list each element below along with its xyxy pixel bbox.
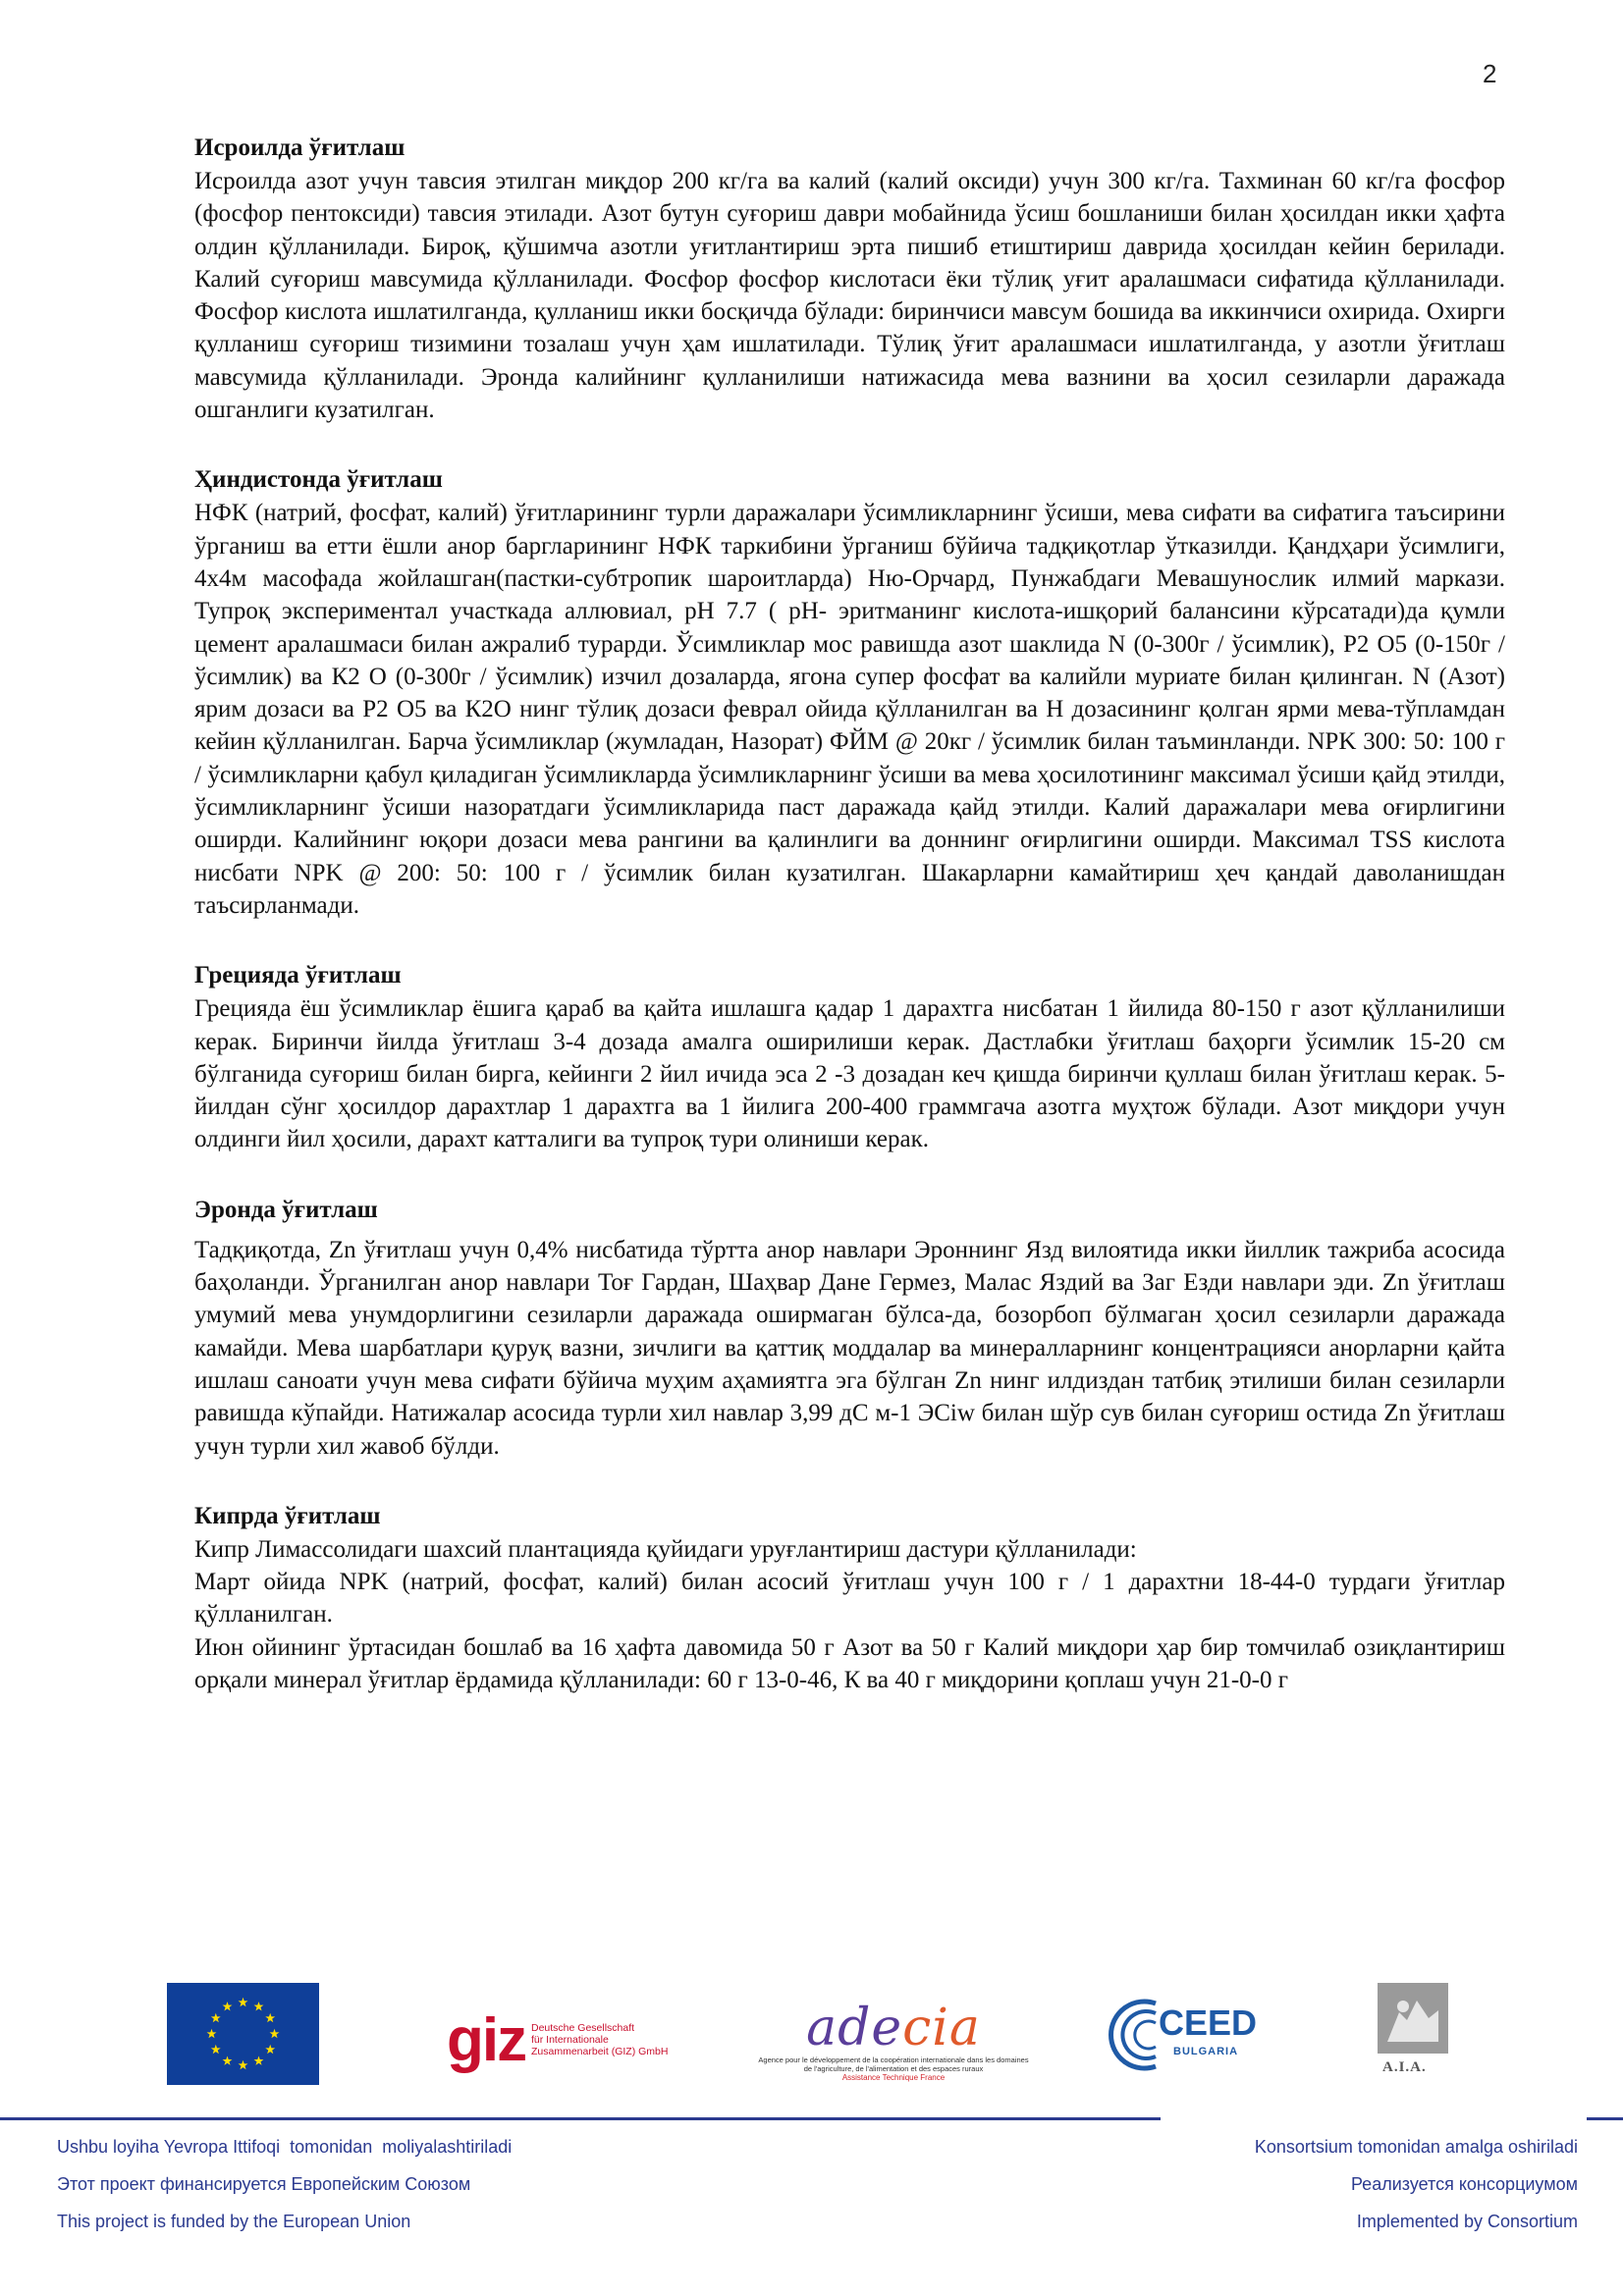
section-heading: Эронда ўғитлаш	[194, 1196, 378, 1223]
section-paragraph: Исроилда азот учун тавсия этилган миқдор 200 кг/га ва калий (калий оксиди) учун 300 кг/га. Тахминан 60 кг/га фосфор (фосфор пентоксиди) тавсия этилади. Азот бутун суғориш даври мобайнида ўсиш бошланиши билан ҳосилдан икки ҳафта олдин қўлланилади. Бироқ, қўшимча азотли уғитлантириш эрта пишиб етиштириш даврида ҳосилдан кейин берилади. Калий суғориш мавсумида қўлланилади. Фосфор фосфор кислотаси ёки тўлиқ уғит аралашмаси сифатида қўлланилади. Фосфор кислота ишлатилганда, қулланиш икки босқичда бўлади: биринчиси мавсум бошида ва иккинчиси охирида. Охирги қулланиш суғориш тизимини тозалаш учун ҳам ишлатилади. Тўлиқ ўғит аралашмаси ишлатилганда, у азотли ўғитлаш мавсумида қўлланилади. Эронда калийнинг қулланилиши натижасида мева вазнини ва ҳосил сезиларли даражада ошганлиги кузатилган.	[194, 168, 1505, 424]
eu-flag-logo	[167, 1983, 319, 2085]
adecia-logo	[756, 2001, 1031, 2087]
aia-wordmark: A.I.A.	[1382, 2059, 1427, 2075]
section-paragraph: НФК (натрий, фосфат, калий) ўғитларининг турли даражалари ўсимликларнинг ўсиши, мева сифати ва сифатига таъсирини ўрганиш ва етти ёшли анор баргларининг НФК таркибини ўрганиш бўйича тадқиқотлар ўтказилди. Қандҳари ўсимлиги, 4х4м масофада жойлашган(пастки-субтропик шароитларда) Ню-Орчард, Пунжабдаги Мевашунослик илмий маркази. Тупроқ экспериментал участкада аллювиал, pH 7.7 ( pH- эритманинг кислота-ишқорий балансини кўрсатади)да қумли цемент аралашмаси билан ажралиб турарди. Ўсимликлар мос равишда азот шаклида N (0-300г / ўсимлик), P2 O5 (0-150г / ўсимлик) ва К2 O (0-300г / ўсимлик) изчил дозаларда, ягона супер фосфат ва калийли муриате билан қилинган. N (Азот) ярим дозаси ва P2 O5 ва К2О нинг тўлиқ дозаси феврал ойида қўлланилган ва Н дозасининг қолган ярми мева-тўпламдан кейин қўлланилган. Барча ўсимликлар (жумладан, Назорат) ФЙМ @ 20кг / ўсимлик билан таъминланди. NPK 300: 50: 100 г / ўсимликларни қабул қиладиган ўсимликларда ўсимликларнинг ўсиши ва мева ҳосилотининг максимал ўсиши қайд этилди, ўсимликларнинг ўсиши назоратдаги ўсимликларида паст даражада қайд этилди. Калий даражалари мева оғирлигини оширди. Калийнинг юқори дозаси мева рангини ва қалинлиги ва доннинг оғирлигини оширди. Максимал TSS кислота нисбати NPK @ 200: 50: 100 г / ўсимлик билан кузатилган. Шакарларни камайтириш ҳеч қандай даволанишдан таъсирланмади.	[194, 500, 1505, 919]
footer-line-ru: Этот проект финансируется Европейским Союзом	[57, 2174, 471, 2194]
section-paragraph: Грецияда ёш ўсимликлар ёшига қараб ва қайта ишлашга қадар 1 дарахтга нисбатан 1 йилида 80-150 г азот қўлланилиши керак. Биринчи йилда ўғитлаш 3-4 дозада амалга оширилиши керак. Дастлабки ўғитлаш баҳорги ўсимлик 15-20 см бўлганида суғориш билан бирга, кейинги 2 йил ичида эса 2 -3 дозадан кеч қишда биринчи қуллаш билан ўғитлаш керак. 5-йилдан сўнг ҳосилдор дарахтлар 1 дарахтга ва 1 йилига 200-400 граммгача азотга муҳтож бўлади. Азот миқдори учун олдинги йил ҳосили, дарахт катталиги ва тупроқ тури олиниши керак.	[194, 995, 1505, 1153]
eu-star-icon	[223, 2002, 233, 2010]
eu-star-icon	[239, 1998, 248, 2006]
footer-line-en: This project is funded by the European Union	[57, 2212, 411, 2231]
section-cyprus	[194, 1500, 1505, 1696]
adecia-subtitle: Agence pour le développement de la coopération internationale dans les domaines de l'agriculture, de l'alimentation et des espaces ruraux	[758, 2056, 1029, 2073]
aia-emblem-icon	[1378, 1983, 1448, 2054]
giz-subtitle: Deutsche Gesellschaft für Internationale Zusammenarbeit (GIZ) GmbH	[531, 2022, 669, 2057]
eu-stars-icon	[167, 1983, 319, 2085]
footer-divider-left	[0, 2117, 1161, 2120]
section-paragraph: Тадқиқотда, Zn ўғитлаш учун 0,4% нисбатида тўртта анор навлари Эроннинг Язд вилоятида икки йиллик тажриба асосида баҳоланди. Ўрганилган анор навлари Тоғ Гардан, Шаҳвар Дане Гермез, Малас Яздий ва Заг Езди навлари эди. Zn ўғитлаш умумий мева унумдорлигини сезиларли даражада оширмаган бўлса-да, бозорбоп бўлмаган ҳосил сезиларли даражада камайди. Мева шарбатлари қуруқ вазни, зичлиги ва қаттиқ моддалар ва минералларнинг концентрацияси анорларни қайта ишлаш саноати учун мева сифати бўйича муҳим аҳамиятга эга бўлган Zn нинг илдиздан татбиқ этилиши билан сезиларли равишда кўпайди. Натижалар асосида турли хил навлар 3,99 дС м-1 ЭСiw билан шўр сув билан суғориш остида Zn ўғитлаш учун турли хил жавоб бўлди.	[194, 1236, 1505, 1460]
footer-divider-right	[1587, 2117, 1623, 2120]
section-heading: Исроилда ўғитлаш	[194, 134, 406, 161]
footer-line-en: Implemented by Consortium	[1356, 2212, 1578, 2231]
footer-funding-statement	[57, 2128, 512, 2240]
section-paragraph: Кипр Лимассолидаги шахсий плантацияда қуйидаги уруғлантириш дастури қўлланилади:	[194, 1535, 1137, 1563]
section-iran	[194, 1194, 1505, 1463]
eu-star-icon	[254, 2002, 264, 2010]
eu-star-icon	[270, 2029, 280, 2038]
section-paragraph: Июн ойининг ўртасидан бошлаб ва 16 ҳафта давомида 50 г Азот ва 50 г Калий миқдори ҳар бир томчилаб озиқлантириш орқали минерал ўғитлар ёрдамида қўлланилади: 60 г 13-0-46, К ва 40 г миқдорини қоплаш учун 21-0-0 г	[194, 1633, 1505, 1693]
section-india	[194, 463, 1505, 922]
section-greece	[194, 959, 1505, 1155]
partner-logos	[0, 1981, 1623, 2089]
footer-implementation-statement	[1255, 2128, 1578, 2240]
section-paragraph: Март ойида NPK (натрий, фосфат, калий) билан асосий ўғитлаш учун 100 г / 1 дарахтни 18-44-0 турдаги ўғитлар қўлланилган.	[194, 1569, 1505, 1629]
adecia-wordmark: adecia	[806, 1999, 981, 2057]
page-number: 2	[1483, 59, 1497, 88]
ceed-arcs-icon	[1105, 1996, 1163, 2074]
ceed-bulgaria-logo	[1105, 1991, 1262, 2079]
section-heading: Ҳиндистонда ўғитлаш	[194, 466, 443, 494]
giz-logo	[447, 2006, 692, 2079]
footer-line-uz: Konsortsium tomonidan amalga oshiriladi	[1254, 2137, 1578, 2157]
document-body	[194, 132, 1505, 1734]
eu-star-icon	[211, 2013, 221, 2022]
eu-star-icon	[239, 2060, 248, 2069]
ceed-subtitle: BULGARIA	[1173, 2046, 1239, 2057]
eu-star-icon	[223, 2056, 233, 2065]
eu-star-icon	[254, 2056, 264, 2065]
ceed-wordmark: CEED	[1159, 2002, 1258, 2043]
section-israel	[194, 132, 1505, 426]
eu-star-icon	[211, 2045, 221, 2054]
aia-logo	[1373, 1983, 1453, 2085]
footer-line-uz: Ushbu loyiha Yevropa Ittifoqi tomonidan moliyalashtiriladi	[57, 2137, 513, 2157]
section-heading: Грецияда ўғитлаш	[194, 962, 402, 989]
adecia-tagline: Assistance Technique France	[841, 2073, 946, 2082]
section-heading: Кипрда ўғитлаш	[194, 1502, 381, 1529]
eu-star-icon	[207, 2029, 217, 2038]
footer-line-ru: Реализуется консорциумом	[1350, 2174, 1578, 2194]
giz-wordmark: giz	[447, 2006, 526, 2074]
eu-star-icon	[265, 2013, 275, 2022]
eu-star-icon	[265, 2045, 275, 2054]
